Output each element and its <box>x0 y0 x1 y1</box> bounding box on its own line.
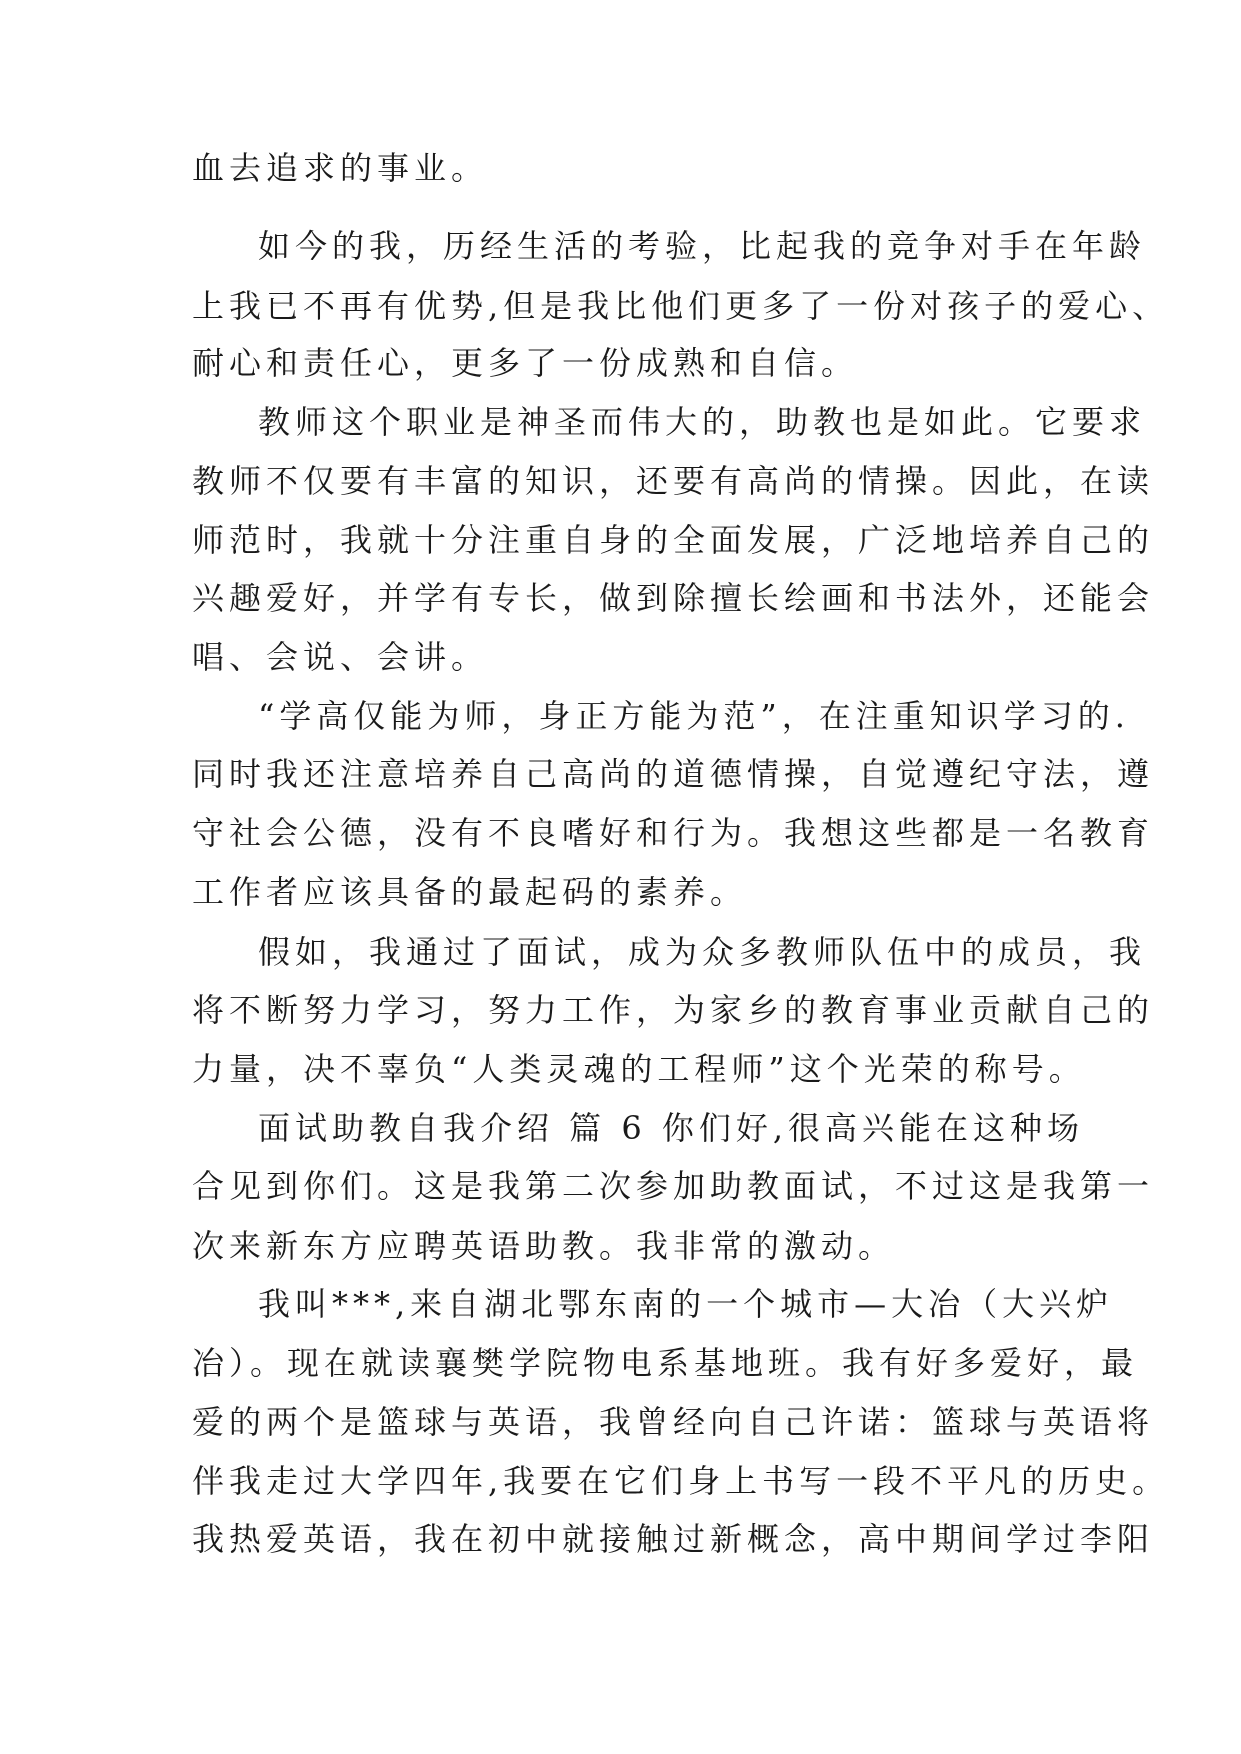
text-line: 合见到你们。这是我第二次参加助教面试，不过这是我第一 <box>192 1167 1155 1205</box>
text-line: 教师不仅要有丰富的知识，还要有高尚的情操。因此，在读 <box>192 462 1155 500</box>
text-line: 耐心和责任心，更多了一份成熟和自信。 <box>192 344 859 382</box>
text-line: 伴我走过大学四年,我要在它们身上书写一段不平凡的历史。 <box>192 1462 1170 1500</box>
text-line: 上我已不再有优势,但是我比他们更多了一份对孩子的爱心、 <box>192 287 1170 325</box>
text-line: 冶）。现在就读襄樊学院物电系基地班。我有好多爱好，最 <box>192 1344 1139 1382</box>
text-line: 力量，决不辜负“人类灵魂的工程师”这个光荣的称号。 <box>192 1050 1086 1088</box>
paragraph-first-line: 假如，我通过了面试，成为众多教师队伍中的成员，我 <box>258 933 1147 971</box>
text-line: 守社会公德，没有不良嗜好和行为。我想这些都是一名教育 <box>192 814 1155 852</box>
paragraph-first-line: “学高仅能为师，身正方能为范”，在注重知识学习的. <box>258 697 1130 735</box>
text-line: 爱的两个是篮球与英语，我曾经向自己许诺：篮球与英语将 <box>192 1403 1155 1441</box>
text-line: 唱、会说、会讲。 <box>192 638 489 676</box>
section-heading-line: 面试助教自我介绍 篇 6 你们好,很高兴能在这种场 <box>258 1109 1085 1147</box>
text-line: 我热爱英语，我在初中就接触过新概念，高中期间学过李阳 <box>192 1520 1155 1558</box>
text-line: 血去追求的事业。 <box>192 149 489 187</box>
paragraph-first-line: 教师这个职业是神圣而伟大的，助教也是如此。它要求 <box>258 403 1147 441</box>
text-line: 兴趣爱好，并学有专长，做到除擅长绘画和书法外，还能会 <box>192 579 1155 617</box>
text-line: 工作者应该具备的最起码的素养。 <box>192 873 748 911</box>
text-line: 同时我还注意培养自己高尚的道德情操，自觉遵纪守法，遵 <box>192 755 1155 793</box>
text-line: 师范时，我就十分注重自身的全面发展，广泛地培养自己的 <box>192 521 1155 559</box>
text-line: 次来新东方应聘英语助教。我非常的激动。 <box>192 1227 896 1265</box>
paragraph-first-line: 我叫***,来自湖北鄂东南的一个城市—大冶（大兴炉 <box>258 1285 1114 1323</box>
paragraph-first-line: 如今的我，历经生活的考验，比起我的竞争对手在年龄 <box>258 227 1147 265</box>
text-line: 将不断努力学习，努力工作，为家乡的教育事业贡献自己的 <box>192 991 1155 1029</box>
